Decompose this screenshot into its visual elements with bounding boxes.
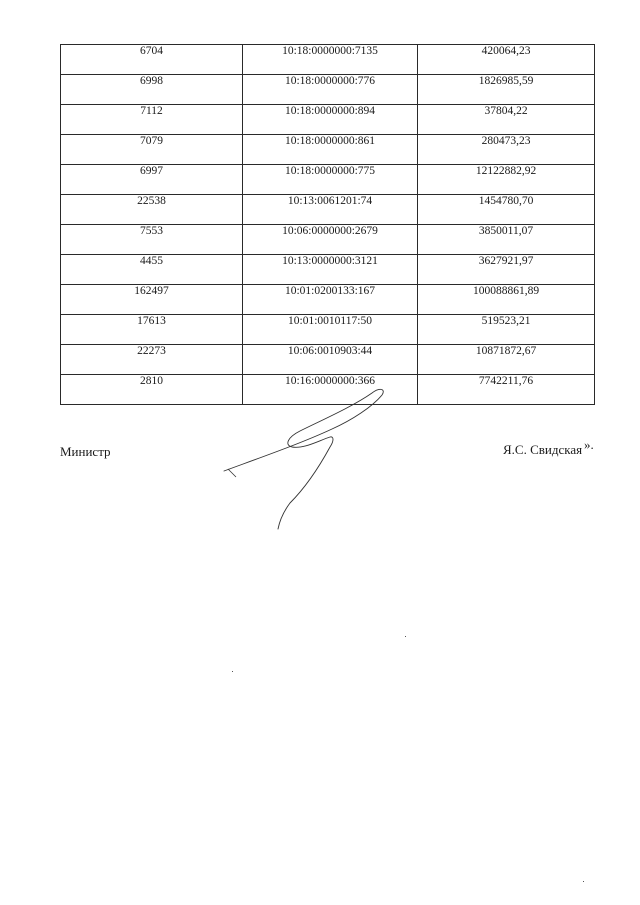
- object-number-cell: 7112: [61, 105, 243, 135]
- cadastral-value-table: [60, 44, 595, 405]
- cadastral-number-cell: 10:18:0000000:894: [243, 105, 418, 135]
- cadastral-number-cell: 10:16:0000000:366: [243, 375, 418, 405]
- table-row: [61, 165, 595, 195]
- object-number-cell: 6704: [61, 45, 243, 75]
- scan-speck: [405, 636, 406, 637]
- cadastral-value-cell: 420064,23: [418, 45, 595, 75]
- table-row: [61, 195, 595, 225]
- cadastral-value-cell: 3850011,07: [418, 225, 595, 255]
- cadastral-value-cell: 100088861,89: [418, 285, 595, 315]
- cadastral-value-cell: 1826985,59: [418, 75, 595, 105]
- cadastral-value-cell: 3627921,97: [418, 255, 595, 285]
- table-row: [61, 45, 595, 75]
- table-body: [61, 45, 595, 405]
- closing-quote: ».: [584, 437, 594, 452]
- object-number-cell: 4455: [61, 255, 243, 285]
- signatory-position: Министр: [60, 444, 111, 459]
- cadastral-number-cell: 10:13:0000000:3121: [243, 255, 418, 285]
- cadastral-value-cell: 7742211,76: [418, 375, 595, 405]
- cadastral-number-cell: 10:01:0010117:50: [243, 315, 418, 345]
- cadastral-value-cell: 37804,22: [418, 105, 595, 135]
- object-number-cell: 17613: [61, 315, 243, 345]
- signatory-name: Я.С. Свидская: [503, 442, 583, 457]
- cadastral-number-cell: 10:06:0010903:44: [243, 345, 418, 375]
- table-row: [61, 285, 595, 315]
- table-row: [61, 225, 595, 255]
- cadastral-number-cell: 10:06:0000000:2679: [243, 225, 418, 255]
- cadastral-number-cell: 10:13:0061201:74: [243, 195, 418, 225]
- table-row: [61, 135, 595, 165]
- object-number-cell: 2810: [61, 375, 243, 405]
- cadastral-value-cell: 1454780,70: [418, 195, 595, 225]
- table-row: [61, 105, 595, 135]
- cadastral-number-cell: 10:18:0000000:7135: [243, 45, 418, 75]
- cadastral-value-cell: 12122882,92: [418, 165, 595, 195]
- cadastral-number-cell: 10:01:0200133:167: [243, 285, 418, 315]
- scan-speck: [583, 881, 584, 882]
- object-number-cell: 7079: [61, 135, 243, 165]
- cadastral-number-cell: 10:18:0000000:861: [243, 135, 418, 165]
- object-number-cell: 7553: [61, 225, 243, 255]
- table-row: [61, 315, 595, 345]
- object-number-cell: 162497: [61, 285, 243, 315]
- cadastral-number-cell: 10:18:0000000:775: [243, 165, 418, 195]
- table-row: [61, 345, 595, 375]
- scan-speck: [232, 671, 233, 672]
- cadastral-value-cell: 280473,23: [418, 135, 595, 165]
- handwritten-signature-icon: [222, 385, 412, 535]
- object-number-cell: 6997: [61, 165, 243, 195]
- cadastral-value-cell: 519523,21: [418, 315, 595, 345]
- table-row: [61, 255, 595, 285]
- cadastral-number-cell: 10:18:0000000:776: [243, 75, 418, 105]
- object-number-cell: 22273: [61, 345, 243, 375]
- table-row: [61, 75, 595, 105]
- object-number-cell: 6998: [61, 75, 243, 105]
- object-number-cell: 22538: [61, 195, 243, 225]
- cadastral-value-cell: 10871872,67: [418, 345, 595, 375]
